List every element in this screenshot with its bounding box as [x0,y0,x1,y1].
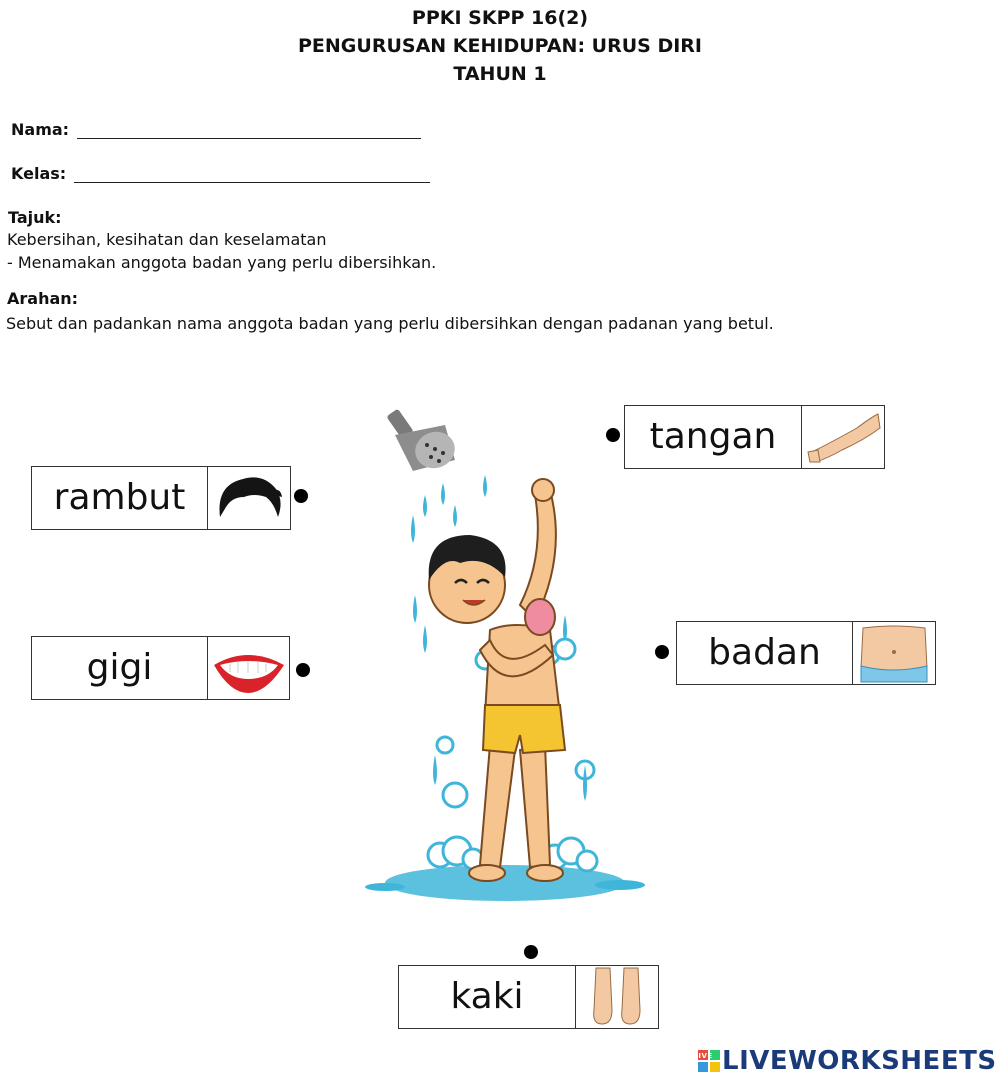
card-kaki-label: kaki [450,976,524,1017]
match-dot-rambut[interactable] [294,489,308,503]
hair-icon [207,467,290,529]
shower-head-icon [386,409,460,474]
card-tangan[interactable] [624,405,885,469]
body-icon [852,622,935,684]
liveworksheets-badge-icon [693,1050,720,1072]
kelas-label: Kelas: [11,164,67,183]
match-dot-kaki[interactable] [524,945,538,959]
kelas-field [11,164,430,183]
card-gigi-label: gigi [86,647,153,688]
kelas-input-line[interactable] [74,168,430,183]
match-dot-tangan[interactable] [606,428,620,442]
card-kaki[interactable] [398,965,659,1029]
boy-shower-illustration [355,405,645,925]
match-dot-badan[interactable] [655,645,669,659]
teeth-icon [207,637,289,699]
card-tangan-label: tangan [649,416,777,457]
liveworksheets-logo [693,1046,997,1076]
card-badan-label: badan [708,632,821,673]
card-rambut[interactable] [31,466,291,530]
card-gigi[interactable] [31,636,290,700]
match-dot-gigi[interactable] [296,663,310,677]
card-rambut-label: rambut [53,477,186,518]
badge-text: LIVE [693,1052,713,1060]
nama-input-line[interactable] [77,124,421,139]
nama-field [11,120,421,139]
card-badan[interactable] [676,621,936,685]
nama-label: Nama: [11,120,70,139]
arm-icon [801,406,884,468]
arahan-label: Arahan: [7,289,79,308]
worksheet-code: PPKI SKPP 16(2) [411,7,589,29]
arahan-text: Sebut dan padankan nama anggota badan yang perlu dibersihkan dengan padanan yang betul. [6,314,774,333]
logo-text: LIVEWORKSHEETS [722,1046,997,1076]
feet-icon [575,966,658,1028]
worksheet-subject: PENGURUSAN KEHIDUPAN: URUS DIRI [298,35,702,57]
tajuk-line-2: - Menamakan anggota badan yang perlu dibersihkan. [7,253,437,272]
tajuk-label: Tajuk: [8,208,62,227]
tajuk-line-1: Kebersihan, kesihatan dan keselamatan [7,230,327,249]
worksheet-year: TAHUN 1 [453,63,547,85]
